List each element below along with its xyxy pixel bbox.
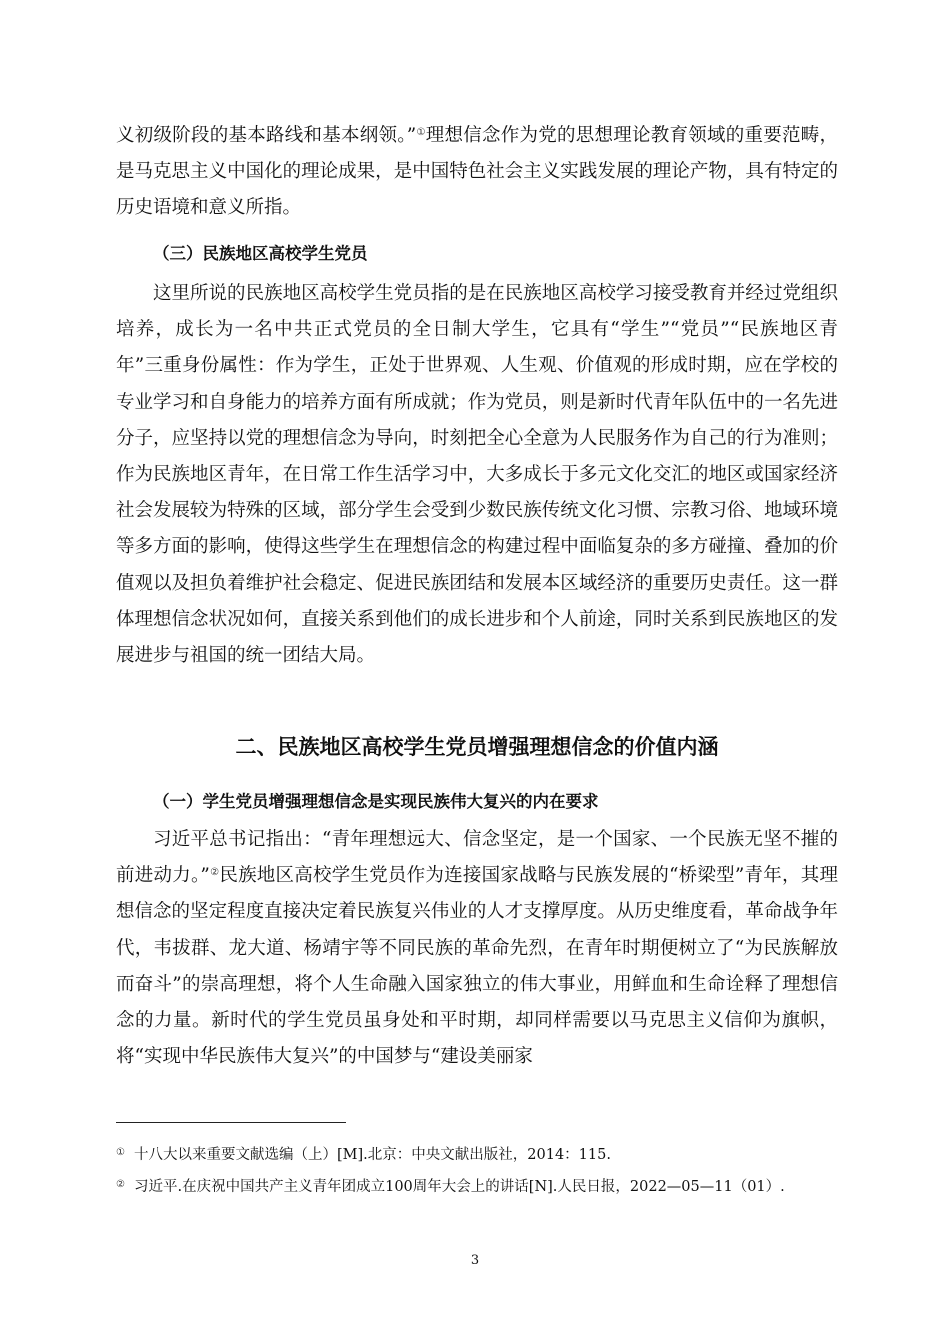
footnote-reference-2[interactable]: ② (209, 867, 220, 879)
footnote-separator (116, 1122, 346, 1123)
footnote-2: ② 习近平.在庆祝中国共产主义青年团成立100周年大会上的讲话[N].人民日报，2022—05—11（01）. (116, 1179, 785, 1195)
paragraph-text: 理想信念作为党的思想理论教育领域的重要范畴，是马克思主义中国化的理论成果，是中国特色社会主义实践发展的理论产物，具有特定的历史语境和意义所指。 (116, 125, 838, 219)
section-title: 二、民族地区高校学生党员增强理想信念的价值内涵 (235, 735, 719, 759)
paragraph-text: 民族地区高校学生党员作为连接国家战略与民族发展的“桥梁型”青年，其理想信念的坚定程度直接决定着民族复兴伟业的人才支撑厚度。从历史维度看，革命战争年代，韦拔群、龙大道、杨靖宇等不同民族的革命先烈，在青年时期便树立了“为民族解放而奋斗”的崇高理想，将个人生命融入国家独立的伟大事业，用鲜血和生命诠释了理想信念的力量。新时代的学生党员虽身处和平时期，却同样需要以马克思主义信仰为旗帜，将“实现中华民族伟大复兴”的中国梦与“建设美丽家 (116, 865, 838, 1068)
body-paragraph-students: 这里所说的民族地区高校学生党员指的是在民族地区高校学习接受教育并经过党组织培养，成长为一名中共正式党员的全日制大学生，它具有“学生”“党员”“民族地区青年”三重身份属性：作为学生，正处于世界观、人生观、价值观的形成时期，应在学校的专业学习和自身能力的培养方面有所成就；作为党员，则是新时代青年队伍中的一名先进分子，应坚持以党的理想信念为导向，时刻把全心全意为人民服务作为自己的行为准则；作为民族地区青年，在日常工作生活学习中，大多成长于多元文化交汇的地区或国家经济社会发展较为特殊的区域，部分学生会受到少数民族传统文化习惯、宗教习俗、地域环境等多方面的影响，使得这些学生在理想信念的构建过程中面临复杂的多方碰撞、叠加的价值观以及担负着维护社会稳定、促进民族团结和发展本区域经济的重要历史责任。这一群体理想信念状况如何，直接关系到他们的成长进步和个人前途，同时关系到民族地区的发展进步与祖国的统一团结大局。 (116, 283, 838, 667)
footnote-1: ① 十八大以来重要文献选编（上）[M].北京：中央文献出版社，2014：115. (116, 1147, 611, 1163)
footnote-text: 十八大以来重要文献选编（上）[M].北京：中央文献出版社，2014：115. (134, 1147, 611, 1163)
footnote-text: 习近平.在庆祝中国共产主义青年团成立100周年大会上的讲话[N].人民日报，2022—05—11（01）. (134, 1179, 785, 1195)
subheading-ethnic-students: （三）民族地区高校学生党员 (153, 244, 368, 263)
footnote-reference-1[interactable]: ① (416, 127, 426, 138)
paragraph-text: 习近平总书记指出：“青年理想远大、信念坚定，是一个国家、一个民族无坚不摧的前进动力。” (116, 829, 838, 887)
body-paragraph-xi-quote (116, 822, 838, 1075)
subheading-national-rejuvenation: （一）学生党员增强理想信念是实现民族伟大复兴的内在要求 (153, 792, 599, 811)
body-paragraph-continuation (116, 118, 838, 227)
page-number: 3 (470, 1253, 480, 1268)
paragraph-text: 义初级阶段的基本路线和基本纲领。” (116, 125, 417, 146)
